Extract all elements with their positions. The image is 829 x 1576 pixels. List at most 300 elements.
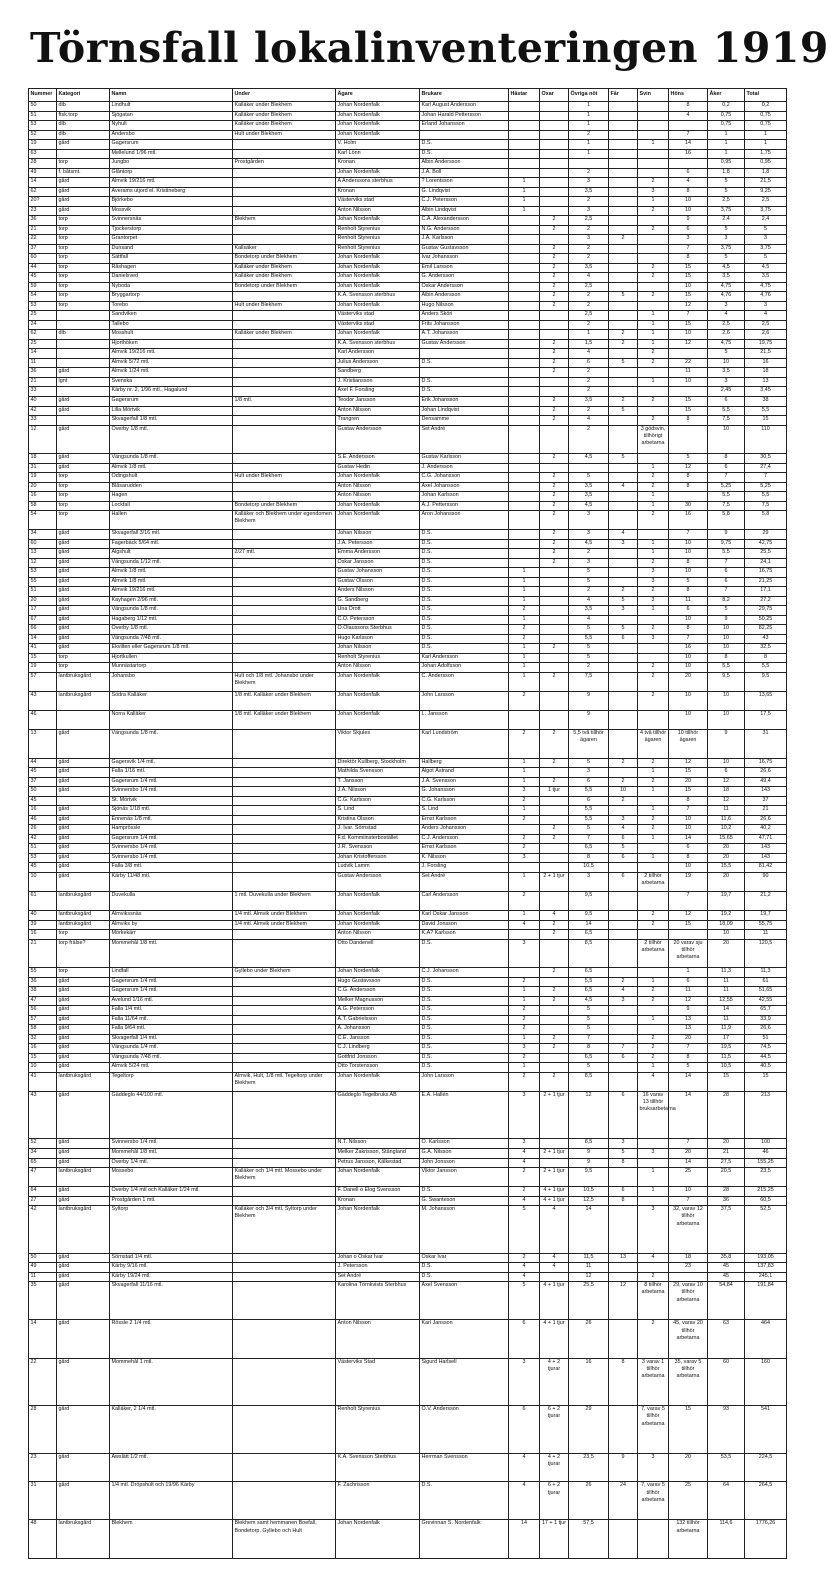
table-cell [540, 178, 569, 188]
table-cell: 4 [609, 482, 638, 492]
table-row [29, 1025, 787, 1035]
table-cell: 0,95 [745, 159, 787, 169]
table-cell: 7 [569, 1034, 609, 1044]
table-cell: 10 [669, 815, 708, 825]
table-cell [609, 501, 638, 511]
table-cell [509, 168, 540, 178]
table-cell [638, 653, 669, 663]
table-cell: 14 [29, 634, 57, 644]
table-row [29, 492, 787, 502]
table-cell: Mossvik [110, 206, 233, 216]
table-cell: 1 [509, 596, 540, 606]
table-cell [609, 206, 638, 216]
table-cell: 2 [609, 777, 638, 787]
table-row [29, 806, 787, 816]
table-cell [509, 349, 540, 359]
table-cell: 2/27 mtl. [233, 549, 336, 559]
table-cell: 2 [569, 168, 609, 178]
table-cell: 1 [509, 1063, 540, 1073]
table-cell: 5 [509, 1282, 540, 1320]
table-cell: 27,2 [745, 596, 787, 606]
table-cell: 11 [708, 977, 745, 987]
table-cell: 4,75 [745, 282, 787, 292]
table-cell: A. Johansson [336, 1025, 420, 1035]
table-cell: Johan Nordenfalk [336, 273, 420, 283]
table-cell: 7 [669, 1044, 708, 1054]
table-cell: 21 [745, 806, 787, 816]
table-cell: Hjortkullen [110, 653, 233, 663]
table-cell: 2 [609, 330, 638, 340]
table-cell: 2 [609, 758, 638, 768]
table-row [29, 130, 787, 140]
table-cell: 4 [745, 311, 787, 321]
table-cell: 8,5 [569, 1139, 609, 1149]
table-cell: St. Mörtvik [110, 796, 233, 806]
table-cell: 19 [29, 140, 57, 150]
table-cell [233, 653, 336, 663]
table-cell [233, 796, 336, 806]
table-cell: 42 [29, 406, 57, 416]
table-row [29, 1063, 787, 1073]
table-cell: 2 [638, 663, 669, 673]
table-cell: 1 [638, 1063, 669, 1073]
table-cell: J.R. Svensson [336, 844, 420, 854]
table-cell: 8 [669, 796, 708, 806]
table-cell: 1776,26 [745, 1520, 787, 1558]
table-cell: gård [57, 987, 110, 997]
table-cell: D.S. [420, 377, 509, 387]
table-cell: 35,8 [708, 1253, 745, 1263]
table-cell: lantbruksgård [57, 672, 110, 691]
table-cell: 2 [540, 549, 569, 559]
table-cell [638, 711, 669, 730]
table-row [29, 1263, 787, 1273]
table-cell: 67 [29, 615, 57, 625]
table-cell: Hugo Nilsson [420, 301, 509, 311]
table-cell: 2 [540, 1072, 569, 1091]
table-cell: Mommehål 1/8 mtl. [110, 1148, 233, 1158]
table-cell: 42 [29, 834, 57, 844]
table-cell [57, 387, 110, 397]
table-cell [669, 349, 708, 359]
table-cell: 19,5 [708, 1044, 745, 1054]
table-cell: 7,5 [708, 416, 745, 426]
table-cell: Skvagerfall 3/16 mtl. [110, 530, 233, 540]
table-cell: 132 tillhör arbetarna [669, 1520, 708, 1558]
table-cell [233, 235, 336, 245]
table-cell: 3 [745, 301, 787, 311]
table-cell: Blekhem [233, 216, 336, 226]
table-cell: 3 [609, 815, 638, 825]
table-cell: 4 + 1 tjur [540, 1320, 569, 1358]
table-cell: 4 [638, 1072, 669, 1091]
table-cell: 2 [509, 606, 540, 616]
table-row [29, 1034, 787, 1044]
table-cell: Svinnersnäs [110, 216, 233, 226]
table-cell: 5 [609, 1148, 638, 1158]
table-cell: 100 [745, 1139, 787, 1149]
table-row [29, 815, 787, 825]
table-cell: 10 [669, 711, 708, 730]
table-cell [540, 102, 569, 112]
table-cell: 7 [669, 1139, 708, 1149]
table-cell: 1 [509, 568, 540, 578]
table-cell [540, 130, 569, 140]
table-cell: 25 [29, 311, 57, 321]
table-cell [233, 292, 336, 302]
table-cell: 2 [540, 473, 569, 483]
table-cell: 2 [569, 663, 609, 673]
table-cell: 5 [569, 568, 609, 578]
table-cell: gård [57, 187, 110, 197]
table-cell: 15 [669, 396, 708, 406]
table-cell: 14 [509, 1520, 540, 1558]
table-cell: 1 [509, 187, 540, 197]
table-cell: 19 [29, 663, 57, 673]
table-cell: 81,42 [745, 863, 787, 873]
table-cell: 19 [669, 872, 708, 891]
table-cell: 143 [745, 853, 787, 863]
table-cell: Falla 11/64 mtl. [110, 1015, 233, 1025]
table-cell [609, 1034, 638, 1044]
table-cell: 3 [509, 1139, 540, 1149]
table-cell: 2 [638, 349, 669, 359]
table-cell: 2 [509, 1253, 540, 1263]
table-cell: 143 [745, 844, 787, 854]
table-cell: 2 [509, 815, 540, 825]
table-cell: 1 [569, 102, 609, 112]
table-cell: 11,5 [708, 1053, 745, 1063]
table-cell: 3 [569, 178, 609, 188]
table-cell [57, 358, 110, 368]
table-cell: gård [57, 454, 110, 464]
table-row [29, 663, 787, 673]
table-cell: 8 [609, 1158, 638, 1168]
table-cell: gård [57, 1139, 110, 1149]
table-cell: 3,75 [708, 244, 745, 254]
table-cell: 110 [745, 425, 787, 454]
column-header: Total [745, 89, 787, 102]
table-row [29, 1006, 787, 1016]
table-cell: 20 [708, 939, 745, 968]
table-cell: 25 [669, 1168, 708, 1187]
table-cell: gård [57, 1148, 110, 1158]
table-cell [540, 796, 569, 806]
table-cell: 2 [540, 511, 569, 530]
table-cell: J. Ivar. Sörnstad [336, 825, 420, 835]
table-cell [609, 416, 638, 426]
table-cell: 42 [29, 1206, 57, 1254]
table-cell: 1 [638, 330, 669, 340]
table-cell: 2 [638, 1272, 669, 1282]
table-cell [540, 891, 569, 910]
table-cell [233, 758, 336, 768]
table-cell: 6,5 [569, 844, 609, 854]
table-cell: 1 tjur [540, 787, 569, 797]
table-row [29, 168, 787, 178]
table-row [29, 416, 787, 426]
table-cell: 1 [638, 320, 669, 330]
table-cell: 50 [29, 102, 57, 112]
table-cell: T. Jansson [336, 777, 420, 787]
table-cell: Julius Andersson [336, 358, 420, 368]
table-cell [638, 149, 669, 159]
table-cell: Trangren [336, 416, 420, 426]
table-cell [509, 140, 540, 150]
table-cell: gård [57, 368, 110, 378]
table-cell: 20 [708, 1139, 745, 1149]
table-cell: Råshagen [110, 263, 233, 273]
table-cell: 3,5 [569, 187, 609, 197]
table-cell: 11,3 [745, 968, 787, 978]
table-cell: 10 [669, 539, 708, 549]
table-cell: 2 [638, 292, 669, 302]
table-cell: torp [57, 282, 110, 292]
table-cell: 12 [609, 1282, 638, 1320]
table-cell: Hagaberg 1/12 mtl. [110, 615, 233, 625]
table-cell: 6,5 [569, 930, 609, 940]
table-cell [233, 1158, 336, 1168]
table-cell: 5,5 [745, 406, 787, 416]
table-cell: 2,6 [745, 330, 787, 340]
table-cell: Averams utjord el. Kristineberg [110, 187, 233, 197]
table-cell: Albin Andersson [420, 292, 509, 302]
table-cell: 2 [569, 425, 609, 454]
table-cell [233, 863, 336, 873]
table-cell: gård [57, 1482, 110, 1520]
table-cell: 14 [29, 1320, 57, 1358]
table-cell [233, 377, 336, 387]
table-cell: gård [57, 730, 110, 759]
table-cell: 8 [669, 587, 708, 597]
table-cell: Johan Nordenfalk [336, 102, 420, 112]
table-cell: 20,5 [708, 1168, 745, 1187]
table-cell: Johan Nordenfalk [336, 1520, 420, 1558]
table-cell: 3 [569, 530, 609, 540]
table-cell [233, 606, 336, 616]
table-cell: 2,5 [569, 282, 609, 292]
table-cell: 10 [669, 663, 708, 673]
table-cell: 2 [540, 968, 569, 978]
table-cell [540, 197, 569, 207]
table-cell [638, 644, 669, 654]
table-cell: Johan Nordenfalk [336, 1072, 420, 1091]
table-cell: 20 [669, 672, 708, 691]
table-cell: 26 [569, 1320, 609, 1358]
table-cell: 60,5 [745, 1196, 787, 1206]
table-cell: 464 [745, 1320, 787, 1358]
table-cell: C.O. Petersson [336, 615, 420, 625]
table-cell: 11 [708, 987, 745, 997]
table-cell: 1 [638, 1168, 669, 1187]
table-cell: 20 [669, 777, 708, 787]
table-cell: 5,5 [569, 634, 609, 644]
table-row [29, 425, 787, 454]
table-cell: D.S. [420, 1063, 509, 1073]
table-row [29, 387, 787, 397]
table-cell: 3 [569, 511, 609, 530]
table-row [29, 482, 787, 492]
table-cell: 8,5 [569, 939, 609, 968]
table-cell: 16 [29, 492, 57, 502]
table-cell: 12 [29, 425, 57, 454]
table-cell [609, 1015, 638, 1025]
table-cell: 2 [540, 349, 569, 359]
table-cell: 17,1 [745, 587, 787, 597]
table-cell: 8,2 [708, 596, 745, 606]
table-cell: 2 [540, 396, 569, 406]
table-cell: gård [57, 406, 110, 416]
table-cell: Johan Nordenfalk [336, 1206, 420, 1254]
table-cell: 9 [669, 1006, 708, 1016]
table-cell [509, 406, 540, 416]
table-cell: 56 [29, 1006, 57, 1016]
table-cell: Kalläker under Blekhem [233, 121, 336, 131]
table-cell: 5,8 [708, 511, 745, 530]
table-row [29, 263, 787, 273]
table-cell: D.S. [420, 530, 509, 540]
table-cell: 11 [708, 1015, 745, 1025]
table-cell: 7 [609, 1044, 638, 1054]
table-cell: 2 [569, 254, 609, 264]
table-cell: 15 [669, 292, 708, 302]
table-cell: 2 [569, 549, 609, 559]
table-cell [609, 1263, 638, 1273]
table-cell [540, 1025, 569, 1035]
table-cell: torp [57, 301, 110, 311]
table-cell: 4 [540, 910, 569, 920]
table-cell: Set André [420, 425, 509, 454]
table-cell [609, 1006, 638, 1016]
table-cell: Renholt Styrenius [336, 653, 420, 663]
table-cell [509, 396, 540, 406]
table-cell: 57 [29, 672, 57, 691]
table-cell: 27,4 [745, 463, 787, 473]
table-row [29, 1272, 787, 1282]
table-cell: 28 [29, 1406, 57, 1454]
table-cell: Karolina Törnkvists Sterbhus [336, 1282, 420, 1320]
table-cell [509, 463, 540, 473]
table-cell: 11 [669, 596, 708, 606]
table-cell: 17 + 1 tjur [540, 1520, 569, 1558]
table-cell: gård [57, 777, 110, 787]
table-cell: Frits Johansson [420, 320, 509, 330]
table-cell: 2 [638, 815, 669, 825]
table-cell [540, 577, 569, 587]
table-cell: torp [57, 235, 110, 245]
table-cell: 2,5 [569, 216, 609, 226]
table-cell: 10 tillhör ägaren [669, 730, 708, 759]
table-cell: 8 [609, 1358, 638, 1406]
table-cell: 2 [638, 473, 669, 483]
table-cell: Gagersvik 1/4 mtl. [110, 758, 233, 768]
table-cell: 2 [638, 692, 669, 711]
table-cell: 5 [609, 406, 638, 416]
table-cell: 2 [540, 416, 569, 426]
table-cell: 48 [29, 1520, 57, 1558]
table-cell: 1 [638, 549, 669, 559]
table-cell: Avelund 1/16 mtl. [110, 996, 233, 1006]
table-cell: 41 [29, 1072, 57, 1091]
table-cell: 13 [669, 1015, 708, 1025]
table-cell [669, 387, 708, 397]
table-row [29, 197, 787, 207]
table-row [29, 1148, 787, 1158]
table-cell: Mathilda Svensson [336, 768, 420, 778]
table-cell: 7 [669, 311, 708, 321]
table-cell: 1 [708, 149, 745, 159]
table-cell [609, 577, 638, 587]
table-cell: 137,83 [745, 1263, 787, 1273]
table-cell: Mörkekärr [110, 930, 233, 940]
table-cell: A Anderssons sterbhus [336, 178, 420, 188]
table-cell: 12 [669, 463, 708, 473]
table-cell [609, 644, 638, 654]
table-row [29, 1196, 787, 1206]
table-cell: 7,5 [745, 501, 787, 511]
table-cell: 4 + 1 tjur [540, 1282, 569, 1320]
table-cell: 58 [29, 501, 57, 511]
table-cell: 541 [745, 1406, 787, 1454]
table-cell [233, 387, 336, 397]
table-row [29, 396, 787, 406]
table-cell: 15 [669, 920, 708, 930]
table-cell: Johan Nordenfalk [336, 111, 420, 121]
table-cell: gård [57, 197, 110, 207]
table-cell: 40,5 [745, 1063, 787, 1073]
table-cell: gård [57, 1453, 110, 1482]
table-cell [638, 102, 669, 112]
table-cell: 10,5 [569, 863, 609, 873]
table-cell: J.A. Boll [420, 168, 509, 178]
table-cell [540, 111, 569, 121]
table-cell: 10 [669, 377, 708, 387]
table-cell: 4,5 [569, 996, 609, 1006]
table-cell: Herrman Svensson [420, 1453, 509, 1482]
table-cell: 4,5 [708, 263, 745, 273]
table-cell: 2,45 [708, 387, 745, 397]
table-cell: 19,7 [708, 891, 745, 910]
table-cell: A.T. Johansson [420, 330, 509, 340]
table-cell: 1 [638, 768, 669, 778]
table-cell: 2 [540, 1034, 569, 1044]
table-cell: 2 [569, 130, 609, 140]
table-cell: 51 [29, 587, 57, 597]
table-cell: Anton Nilsson [336, 663, 420, 673]
table-cell: Mommehål 1/8 mtl. [110, 939, 233, 968]
table-cell: D.S. [420, 587, 509, 597]
table-cell [638, 216, 669, 226]
table-cell: 8 [669, 482, 708, 492]
table-cell: Hult under Blekhem [233, 130, 336, 140]
table-cell: 43 [29, 692, 57, 711]
table-cell [509, 254, 540, 264]
table-cell: 46 [29, 815, 57, 825]
table-cell: 2 [638, 1320, 669, 1358]
table-cell: 1 [638, 806, 669, 816]
table-cell: Johan Nordenfalk [336, 473, 420, 483]
table-cell [233, 1196, 336, 1206]
table-cell: K.A. Svensson sterbhus [336, 292, 420, 302]
table-cell: 6 [609, 1187, 638, 1197]
table-cell: 41 [29, 644, 57, 654]
table-cell: 29 [745, 530, 787, 540]
table-cell [233, 178, 336, 188]
table-cell: lantbruksgård [57, 1206, 110, 1254]
table-row [29, 1072, 787, 1091]
table-cell: Sigurd Harlsell [420, 1358, 509, 1406]
table-cell: 12 [708, 796, 745, 806]
